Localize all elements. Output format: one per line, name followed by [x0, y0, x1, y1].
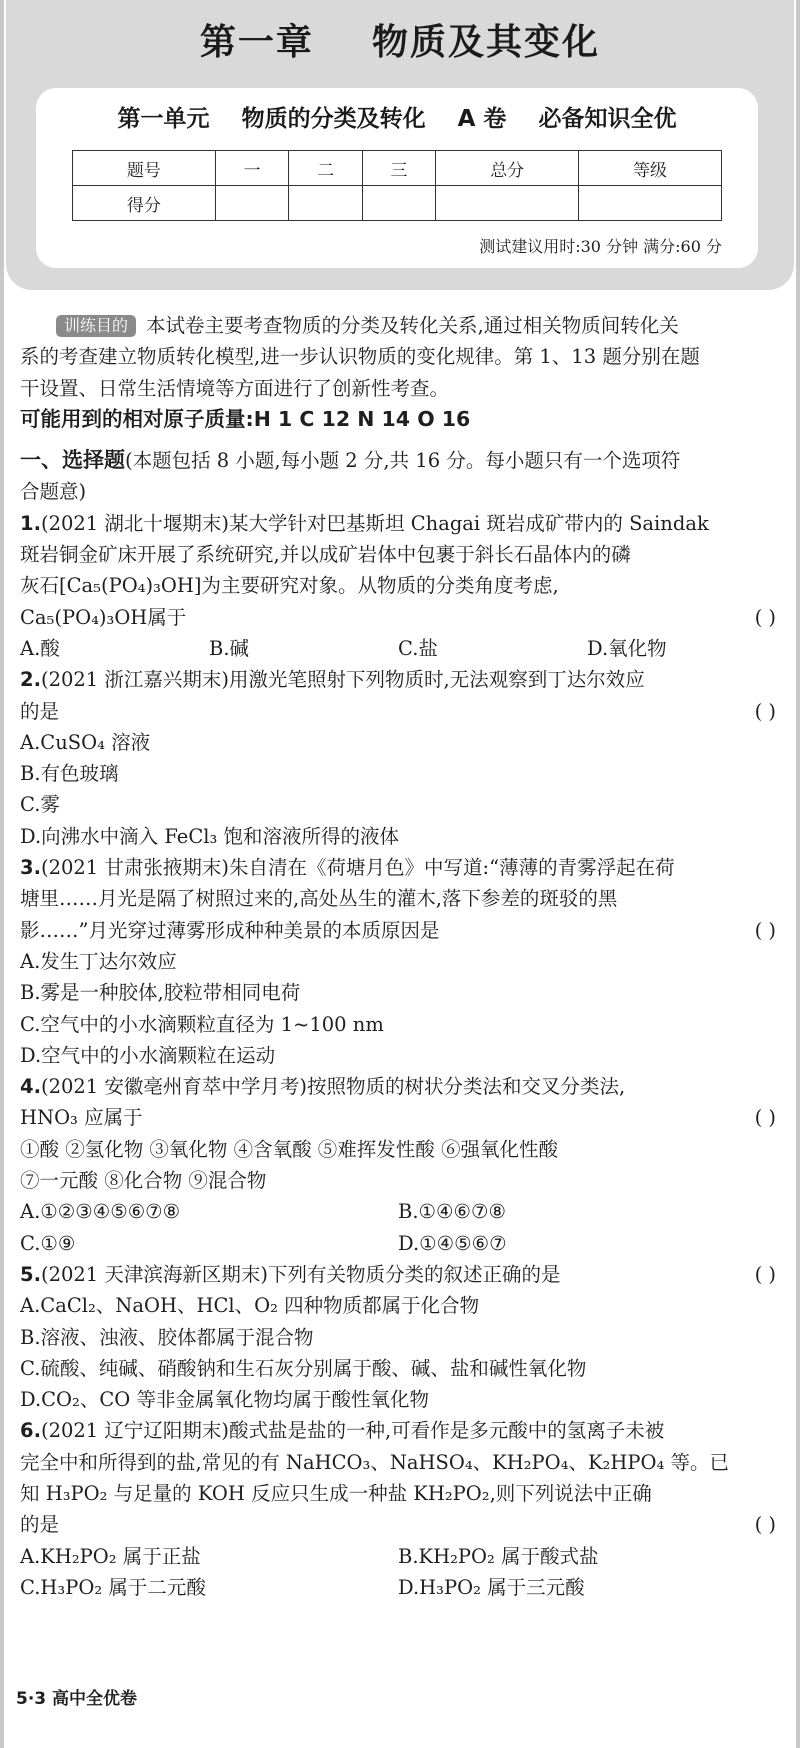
unit-title: 第一单元 物质的分类及转化 A 卷 必备知识全优	[117, 106, 677, 132]
question-line	[20, 1509, 776, 1540]
answer-bracket[interactable]: ( )	[754, 1262, 776, 1286]
question-line	[20, 508, 776, 539]
question-number: 4.	[20, 1075, 41, 1099]
score-header-cell: 三	[362, 151, 435, 186]
answer-bracket[interactable]: ( )	[754, 918, 776, 942]
option-c[interactable]: C.①⑨	[20, 1231, 76, 1255]
answer-bracket[interactable]: ( )	[754, 1513, 776, 1537]
option-row	[20, 1196, 776, 1227]
option-b[interactable]: B.溶液、浊液、胶体都属于混合物	[20, 1325, 314, 1349]
question-text: 的是	[20, 699, 60, 723]
option-b[interactable]: B.有色玻璃	[20, 762, 119, 786]
question-number: 3.	[20, 856, 41, 880]
option-a[interactable]: A.CaCl₂、NaOH、HCl、O₂ 四种物质都属于化合物	[20, 1294, 480, 1318]
footer-brand: 5·3 高中全优卷	[16, 1689, 138, 1709]
answer-bracket[interactable]: ( )	[754, 605, 776, 629]
question-line	[20, 852, 776, 883]
answer-bracket[interactable]: ( )	[754, 699, 776, 723]
option-a[interactable]: A.KH₂PO₂ 属于正盐	[20, 1544, 201, 1568]
question-line: 塘里……月光是隔了树照过来的,高处丛生的灌木,落下参差的斑驳的黑	[20, 887, 618, 911]
score-table-header-row	[73, 151, 722, 186]
unit-card	[36, 88, 758, 268]
section-heading: 一、选择题	[20, 448, 125, 473]
question-text: (2021 湖北十堰期末)某大学针对巴基斯坦 Chagai 斑岩成矿带内的 Saindak	[40, 511, 709, 535]
question-number: 6.	[20, 1419, 41, 1443]
question-line	[20, 1415, 776, 1446]
option-d[interactable]: D.H₃PO₂ 属于三元酸	[398, 1575, 585, 1599]
purpose-tag: 训练目的	[56, 315, 136, 337]
option-c[interactable]: C.盐	[398, 636, 438, 660]
classification-items: ①酸 ②氢化物 ③氧化物 ④含氧酸 ⑤难挥发性酸 ⑥强氧化性酸	[20, 1137, 558, 1161]
question-text: Ca₅(PO₄)₃OH属于	[20, 605, 187, 629]
question-line	[20, 602, 776, 633]
chapter-title: 第一章 物质及其变化	[199, 22, 601, 63]
question-text: (2021 甘肃张掖期末)朱自清在《荷塘月色》中写道:“薄薄的青雾浮起在荷	[40, 856, 675, 880]
question-line	[20, 1071, 776, 1102]
question-text: 影……”月光穿过薄雾形成种种美景的本质原因是	[20, 918, 440, 942]
question-number: 1.	[20, 511, 41, 535]
section-note-line: 合题意)	[20, 480, 87, 504]
exam-content	[20, 310, 776, 1603]
answer-bracket[interactable]: ( )	[754, 1106, 776, 1130]
section-note: (本题包括 8 小题,每小题 2 分,共 16 分。每小题只有一个选项符	[125, 449, 681, 473]
score-input-cell[interactable]	[362, 186, 435, 221]
score-input-cell[interactable]	[215, 186, 288, 221]
question-line	[20, 664, 776, 695]
atomic-mass-line: 可能用到的相对原子质量:H 1 C 12 N 14 O 16	[20, 406, 471, 431]
question-text: (2021 天津滨海新区期末)下列有关物质分类的叙述正确的是	[40, 1262, 561, 1286]
question-line	[20, 1102, 776, 1133]
question-line	[20, 915, 776, 946]
question-line	[20, 696, 776, 727]
option-a[interactable]: A.酸	[20, 636, 60, 660]
question-line: 完全中和所得到的盐,常见的有 NaHCO₃、NaHSO₄、KH₂PO₄、K₂HPO₄ 等。已	[20, 1450, 729, 1474]
option-a[interactable]: A.发生丁达尔效应	[20, 949, 177, 973]
option-b[interactable]: B.雾是一种胶体,胶粒带相同电荷	[20, 981, 301, 1005]
classification-items: ⑦一元酸 ⑧化合物 ⑨混合物	[20, 1169, 267, 1193]
option-d[interactable]: D.向沸水中滴入 FeCl₃ 饱和溶液所得的液体	[20, 824, 400, 848]
option-b[interactable]: B.①④⑥⑦⑧	[398, 1200, 506, 1224]
score-input-cell[interactable]	[579, 186, 722, 221]
score-header-cell: 等级	[579, 151, 722, 186]
purpose-line: 系的考查建立物质转化模型,进一步认识物质的变化规律。第 1、13 题分别在题	[20, 345, 700, 369]
score-header-cell: 一	[215, 151, 288, 186]
question-text: 的是	[20, 1513, 60, 1537]
question-line: 知 H₃PO₂ 与足量的 KOH 反应只生成一种盐 KH₂PO₂,则下列说法中正确	[20, 1481, 652, 1505]
section-heading-line	[20, 445, 776, 476]
time-note: 测试建议用时:30 分钟 满分:60 分	[479, 237, 722, 256]
option-c[interactable]: C.硫酸、纯碱、硝酸钠和生石灰分别属于酸、碱、盐和碱性氧化物	[20, 1356, 587, 1380]
question-text: HNO₃ 应属于	[20, 1106, 143, 1130]
score-row-label: 得分	[73, 186, 216, 221]
question-text: (2021 安徽亳州育萃中学月考)按照物质的树状分类法和交叉分类法,	[40, 1075, 626, 1099]
question-line: 斑岩铜金矿床开展了系统研究,并以成矿岩体中包裹于斜长石晶体内的磷	[20, 543, 631, 567]
purpose-line	[20, 310, 776, 341]
option-d[interactable]: D.①④⑤⑥⑦	[398, 1231, 507, 1255]
option-b[interactable]: B.KH₂PO₂ 属于酸式盐	[398, 1544, 599, 1568]
option-d[interactable]: D.氧化物	[587, 636, 667, 660]
option-row	[20, 1572, 776, 1603]
option-d[interactable]: D.空气中的小水滴颗粒在运动	[20, 1043, 276, 1067]
option-b[interactable]: B.碱	[209, 636, 250, 660]
option-c[interactable]: C.H₃PO₂ 属于二元酸	[20, 1575, 206, 1599]
score-header-cell: 题号	[73, 151, 216, 186]
score-input-cell[interactable]	[289, 186, 362, 221]
option-c[interactable]: C.雾	[20, 793, 60, 817]
score-table-score-row	[73, 186, 722, 221]
score-table	[72, 150, 722, 221]
purpose-line: 干设置、日常生活情境等方面进行了创新性考查。	[20, 376, 450, 400]
score-header-cell: 总分	[436, 151, 579, 186]
score-header-cell: 二	[289, 151, 362, 186]
option-row	[20, 1228, 776, 1259]
option-d[interactable]: D.CO₂、CO 等非金属氧化物均属于酸性氧化物	[20, 1388, 429, 1412]
question-text: (2021 辽宁辽阳期末)酸式盐是盐的一种,可看作是多元酸中的氢离子未被	[40, 1419, 665, 1443]
option-a[interactable]: A.①②③④⑤⑥⑦⑧	[20, 1200, 181, 1224]
question-line: 灰石[Ca₅(PO₄)₃OH]为主要研究对象。从物质的分类角度考虑,	[20, 574, 559, 598]
score-input-cell[interactable]	[436, 186, 579, 221]
question-line	[20, 1259, 776, 1290]
option-row	[20, 633, 776, 664]
option-c[interactable]: C.空气中的小水滴颗粒直径为 1~100 nm	[20, 1012, 384, 1036]
question-number: 2.	[20, 668, 41, 692]
question-text: (2021 浙江嘉兴期末)用激光笔照射下列物质时,无法观察到丁达尔效应	[40, 668, 645, 692]
option-a[interactable]: A.CuSO₄ 溶液	[20, 730, 151, 754]
option-row	[20, 1541, 776, 1572]
question-number: 5.	[20, 1262, 41, 1286]
purpose-text: 本试卷主要考查物质的分类及转化关系,通过相关物质间转化关	[146, 314, 679, 337]
